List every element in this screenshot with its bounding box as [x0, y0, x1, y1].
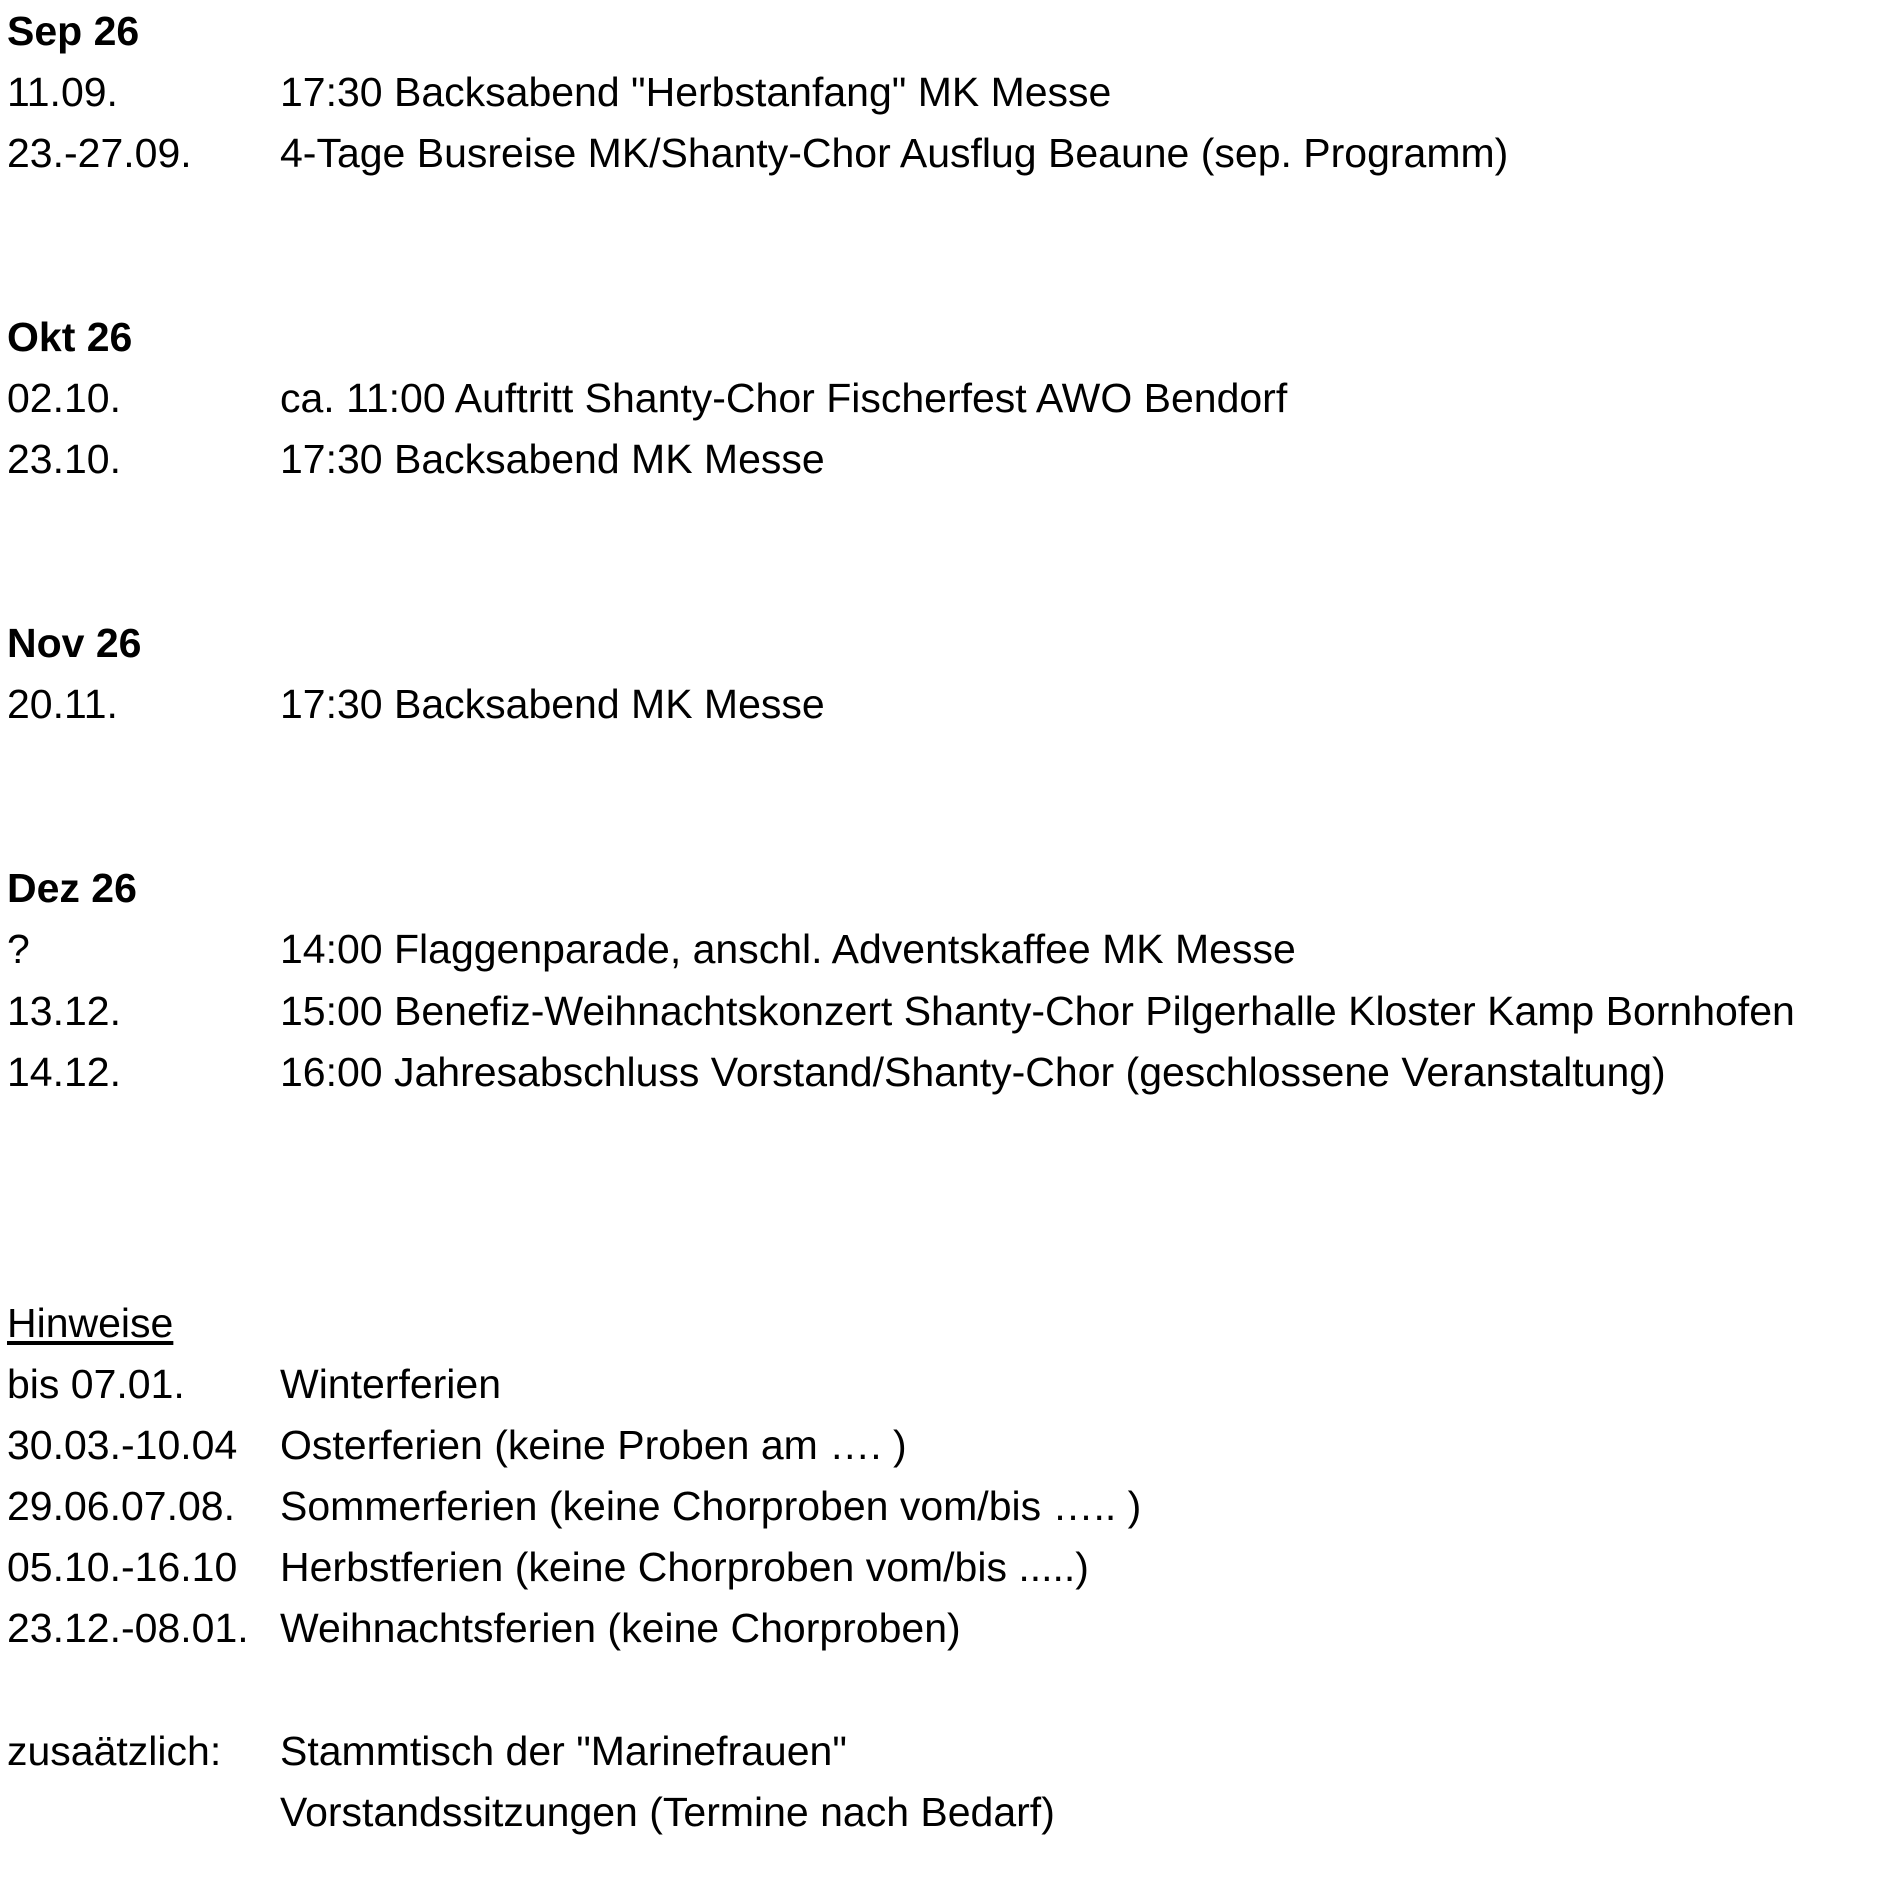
note-description: Weihnachtsferien (keine Chorproben) [280, 1605, 961, 1651]
notes-heading: Hinweise [7, 1300, 174, 1346]
note-description: Winterferien [280, 1361, 502, 1407]
event-description: 17:30 Backsabend "Herbstanfang" MK Messe [280, 69, 1112, 115]
note-date: bis 07.01. [7, 1361, 185, 1407]
note-description: Herbstferien (keine Chorproben vom/bis .....) [280, 1544, 1089, 1590]
month-heading-sep: Sep 26 [7, 8, 140, 54]
note-date: 29.06.07.08. [7, 1483, 235, 1529]
event-date: 23.10. [7, 436, 121, 482]
extra-item: Stammtisch der "Marinefrauen" [280, 1728, 847, 1774]
extra-item: Vorstandssitzungen (Termine nach Bedarf) [280, 1789, 1055, 1835]
note-description: Osterferien (keine Proben am …. ) [280, 1422, 907, 1468]
event-date: 14.12. [7, 1049, 121, 1095]
extra-label: zusaätzlich: [7, 1728, 222, 1774]
event-date: 20.11. [7, 681, 118, 727]
event-date: 02.10. [7, 375, 121, 421]
event-date: 11.09. [7, 69, 118, 115]
event-date: 13.12. [7, 988, 121, 1034]
event-description: 16:00 Jahresabschluss Vorstand/Shanty-Chor (geschlossene Veranstaltung) [280, 1049, 1666, 1095]
note-date: 23.12.-08.01. [7, 1605, 249, 1651]
event-date: ? [7, 926, 30, 972]
note-date: 05.10.-16.10 [7, 1544, 238, 1590]
note-date: 30.03.-10.04 [7, 1422, 238, 1468]
event-description: 4-Tage Busreise MK/Shanty-Chor Ausflug Beaune (sep. Programm) [280, 130, 1509, 176]
month-heading-dez: Dez 26 [7, 865, 137, 911]
event-description: 15:00 Benefiz-Weihnachtskonzert Shanty-Chor Pilgerhalle Kloster Kamp Bornhofen [280, 988, 1795, 1034]
month-heading-nov: Nov 26 [7, 620, 142, 666]
event-description: 17:30 Backsabend MK Messe [280, 681, 825, 727]
note-description: Sommerferien (keine Chorproben vom/bis ….. ) [280, 1483, 1142, 1529]
event-description: 14:00 Flaggenparade, anschl. Adventskaffee MK Messe [280, 926, 1296, 972]
event-description: ca. 11:00 Auftritt Shanty-Chor Fischerfest AWO Bendorf [280, 375, 1288, 421]
event-date: 23.-27.09. [7, 130, 192, 176]
event-description: 17:30 Backsabend MK Messe [280, 436, 825, 482]
month-heading-okt: Okt 26 [7, 314, 133, 360]
